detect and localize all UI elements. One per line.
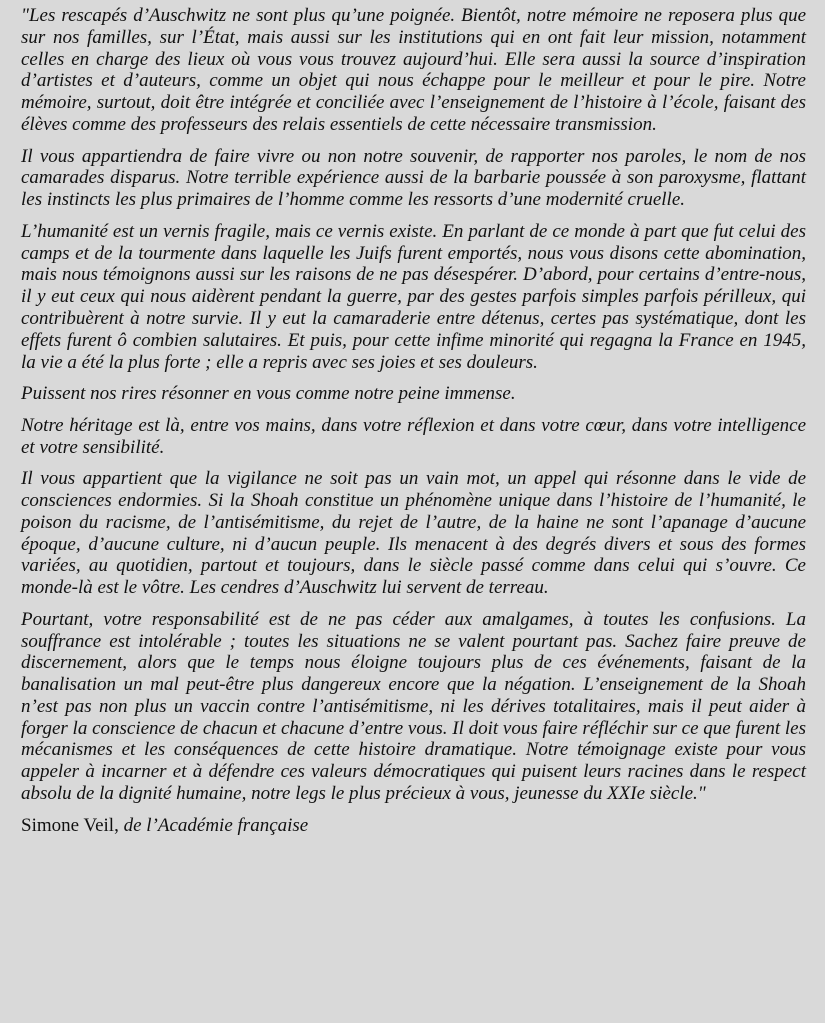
quote-paragraph-1: "Les rescapés d’Auschwitz ne sont plus qu’une poignée. Bientôt, notre mémoire ne reposera plus que sur nos familles, sur l’État, mais aussi sur les institutions qui en ont fait leur mission, notamment celles en charge des lieux où vous vous trouvez aujourd’hui. Elle sera aussi la source d’inspiration d’artistes et d’auteurs, comme un objet qui nous échappe pour le meilleur et pour le pire. Notre mémoire, surtout, doit être intégrée et conciliée avec l’enseignement de l’histoire à l’école, faisant des élèves comme des professeurs des relais essentiels de cette nécessaire transmission. xyxy=(21,5,806,135)
quote-paragraph-5: Notre héritage est là, entre vos mains, dans votre réflexion et dans votre cœur, dans votre intelligence et votre sensibilité. xyxy=(21,414,806,458)
quote-paragraph-6: Il vous appartient que la vigilance ne soit pas un vain mot, un appel qui résonne dans le vide de consciences endormies. Si la Shoah constitue un phénomène unique dans l’histoire de l’humanité, le poison du racisme, de l’antisémitisme, du rejet de l’autre, de la haine ne sont l’apanage d’aucune époque, d’aucune culture, ni d’aucun peuple. Ils menacent à des degrés divers et sous des formes variées, au quotidien, partout et toujours, dans le siècle passé comme dans celui qui s’ouvre. Ce monde-là est le vôtre. Les cendres d’Auschwitz lui servent de terreau. xyxy=(21,468,806,599)
signature xyxy=(21,815,806,837)
signature-author: Simone Veil, xyxy=(21,814,119,836)
quote-paragraph-7: Pourtant, votre responsabilité est de ne pas céder aux amalgames, à toutes les confusions. La souffrance est intolérable ; toutes les situations ne se valent pourtant pas. Sachez faire preuve de discernement, alors que le temps nous éloigne toujours plus de ces événements, faisant de la banalisation un mal peut-être plus dangereux encore que la négation. L’enseignement de la Shoah n’est pas non plus un vaccin contre l’antisémitisme, ni les dérives totalitaires, mais il peut aider à forger la conscience de chacun et chacune d’entre vous. Il doit vous faire réfléchir sur ce que furent les mécanismes et les conséquences de cette histoire dramatique. Notre témoignage existe pour vous appeler à incarner et à défendre ces valeurs démocratiques qui puisent leurs racines dans le respect absolu de la dignité humaine, notre legs le plus précieux à vous, jeunesse du XXIe siècle." xyxy=(21,608,806,805)
quote-paragraph-3: L’humanité est un vernis fragile, mais ce vernis existe. En parlant de ce monde à part que fut celui des camps et de la tourmente dans laquelle les Juifs furent emportés, nous vous disons cette abomination, mais nous témoignons aussi sur les raisons de ne pas désespérer. D’abord, pour certains d’entre-nous, il y eut ceux qui nous aidèrent pendant la guerre, par des gestes parfois simples parfois périlleux, qui contribuèrent à notre survie. Il y eut la camaraderie entre détenus, certes pas systématique, dont les effets furent ô combien salutaires. Et puis, pour cette infime minorité qui regagna la France en 1945, la vie a été la plus forte ; elle a repris avec ses joies et ses douleurs. xyxy=(21,220,806,373)
signature-affiliation: de l’Académie française xyxy=(123,814,309,836)
quote-paragraph-2: Il vous appartiendra de faire vivre ou non notre souvenir, de rapporter nos paroles, le nom de nos camarades disparus. Notre terrible expérience aussi de la barbarie poussée à son paroxysme, flattant les instincts les plus primaires de l’homme comme les ressorts d’une modernité cruelle. xyxy=(21,145,806,211)
quote-paragraph-4: Puissent nos rires résonner en vous comme notre peine immense. xyxy=(21,383,516,405)
